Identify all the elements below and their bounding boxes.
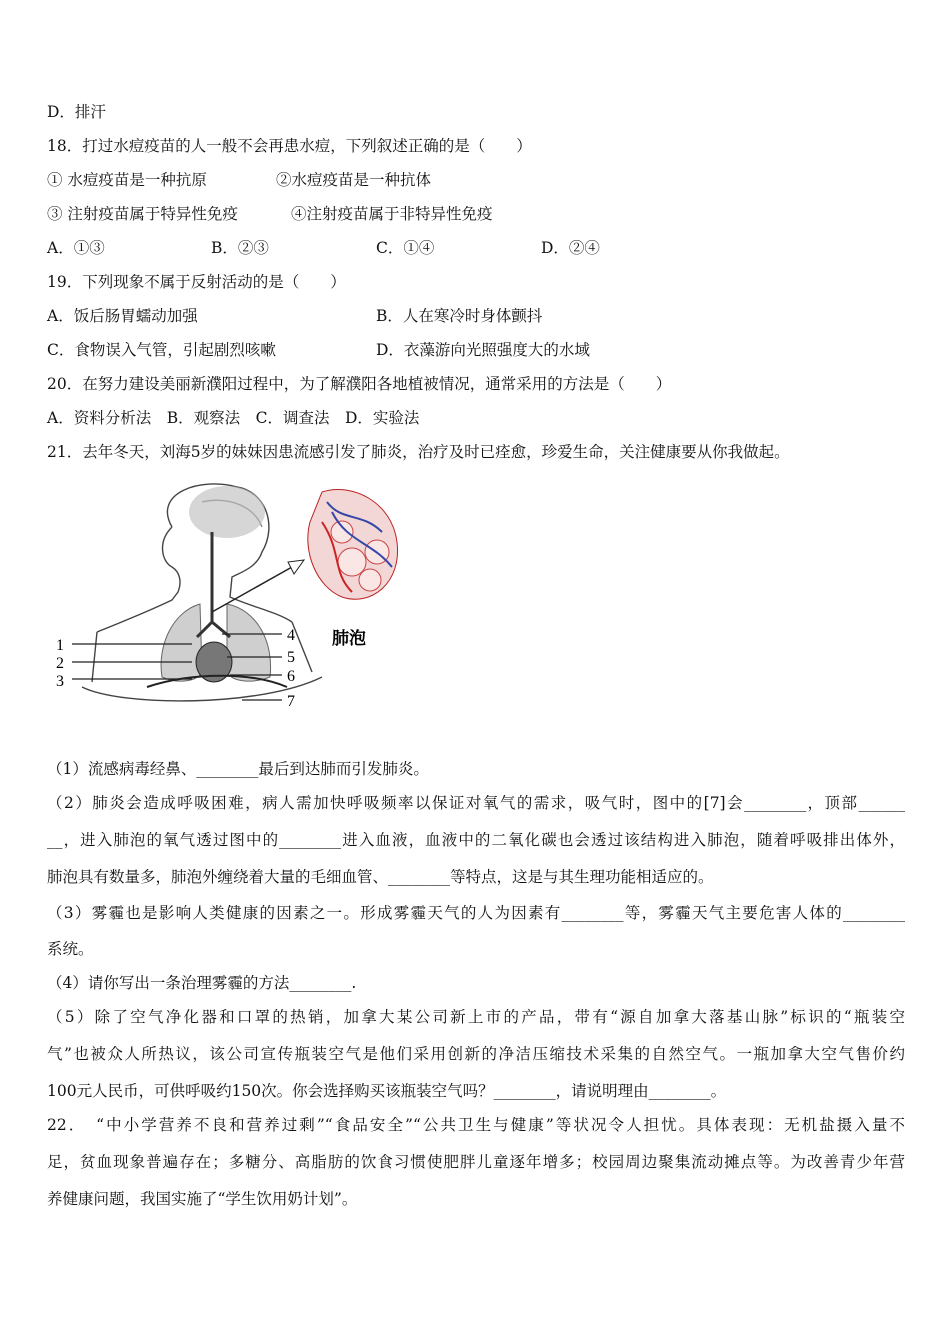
q20-stem: 20．在努力建设美丽新濮阳过程中，为了解濮阳各地植被情况，通常采用的方法是（ ）: [47, 375, 672, 393]
q20-options: A．资料分析法 B．观察法 C．调查法 D．实验法: [47, 409, 420, 427]
q21-part-2-line-3: 肺泡具有数量多，肺泡外缠绕着大量的毛细血管、________等特点，这是与其生理功能相适应的。: [47, 868, 714, 886]
q21-part-1: （1）流感病毒经鼻、________最后到达肺而引发肺炎。: [47, 760, 429, 778]
q19-stem: 19．下列现象不属于反射活动的是（ ）: [47, 273, 346, 291]
option-d-sweating: D．排汗: [47, 103, 106, 121]
q19-option-c: C．食物误入气管，引起剧烈咳嗽: [47, 341, 276, 359]
label-2: 2: [56, 655, 64, 672]
alveolus-drawing: [308, 489, 398, 599]
pointer-arrow: [212, 560, 304, 612]
q22-line-3: 养健康问题，我国实施了“学生饮用奶计划”。: [47, 1190, 358, 1208]
q21-part-2-line-2: __，进入肺泡的氧气透过图中的________进入血液，血液中的二氧化碳也会透过该结构进入肺泡，随着呼吸排出体外，: [47, 831, 905, 849]
q21-part-5-line-2: 气”也被众人所热议，该公司宣传瓶装空气是他们采用创新的净洁压缩技术采集的自然空气。一瓶加拿大空气售价约: [47, 1045, 905, 1063]
brain-shading: [189, 486, 265, 538]
alveolus-label: 肺泡: [332, 629, 366, 649]
q18-statement-3: ③ 注射疫苗属于特异性免疫: [47, 205, 238, 223]
q18-statement-1: ① 水痘疫苗是一种抗原: [47, 171, 207, 189]
label-7: 7: [287, 693, 295, 710]
q18-option-c: C．①④: [376, 239, 435, 257]
q18-option-d: D．②④: [541, 239, 600, 257]
label-3: 3: [56, 673, 64, 690]
q21-stem: 21．去年冬天，刘海5岁的妹妹因患流感引发了肺炎，治疗及时已痊愈，珍爱生命，关注健康要从你我做起。: [47, 443, 790, 461]
q22-line-2: 足，贫血现象普遍存在；多糖分、高脂肪的饮食习惯使肥胖儿童逐年增多；校园周边聚集流动摊点等。为改善青少年营: [47, 1153, 905, 1171]
q21-part-5-line-3: 100元人民币，可供呼吸约150次。你会选择购买该瓶装空气吗？________，请说明理由________。: [47, 1082, 727, 1100]
q18-option-b: B．②③: [211, 239, 269, 257]
q18-stem: 18．打过水痘疫苗的人一般不会再患水痘，下列叙述正确的是（ ）: [47, 137, 532, 155]
q19-option-b: B．人在寒冷时身体颤抖: [376, 307, 543, 325]
q21-part-3-line-1: （3）雾霾也是影响人类健康的因素之一。形成雾霾天气的人为因素有________等，雾霾天气主要危害人体的________: [47, 904, 905, 922]
label-5: 5: [287, 649, 295, 666]
label-1: 1: [56, 637, 64, 654]
q21-part-3-line-2: 系统。: [47, 940, 94, 958]
q22-line-1: 22． “中小学营养不良和营养过剩”“食品安全”“公共卫生与健康”等状况令人担忧。具体表现：无机盐摄入量不: [47, 1116, 905, 1134]
q18-statement-4: ④注射疫苗属于非特异性免疫: [291, 205, 493, 223]
q18-option-a: A．①③: [47, 239, 105, 257]
q19-option-d: D．衣藻游向光照强度大的水域: [376, 341, 590, 359]
label-6: 6: [287, 668, 295, 685]
respiratory-system-figure: [52, 472, 424, 734]
q21-part-5-line-1: （5）除了空气净化器和口罩的热销，加拿大某公司新上市的产品，带有“源自加拿大落基山脉”标识的“瓶装空: [47, 1008, 905, 1026]
q21-part-2-line-1: （2）肺炎会造成呼吸困难，病人需加快呼吸频率以保证对氧气的需求，吸气时，图中的[7]会________，顶部______: [47, 794, 905, 812]
q18-statement-2: ②水痘疫苗是一种抗体: [276, 171, 432, 189]
q19-option-a: A．饭后肠胃蠕动加强: [47, 307, 198, 325]
q21-part-4: （4）请你写出一条治理雾霾的方法________.: [47, 974, 357, 992]
label-4: 4: [287, 627, 295, 644]
